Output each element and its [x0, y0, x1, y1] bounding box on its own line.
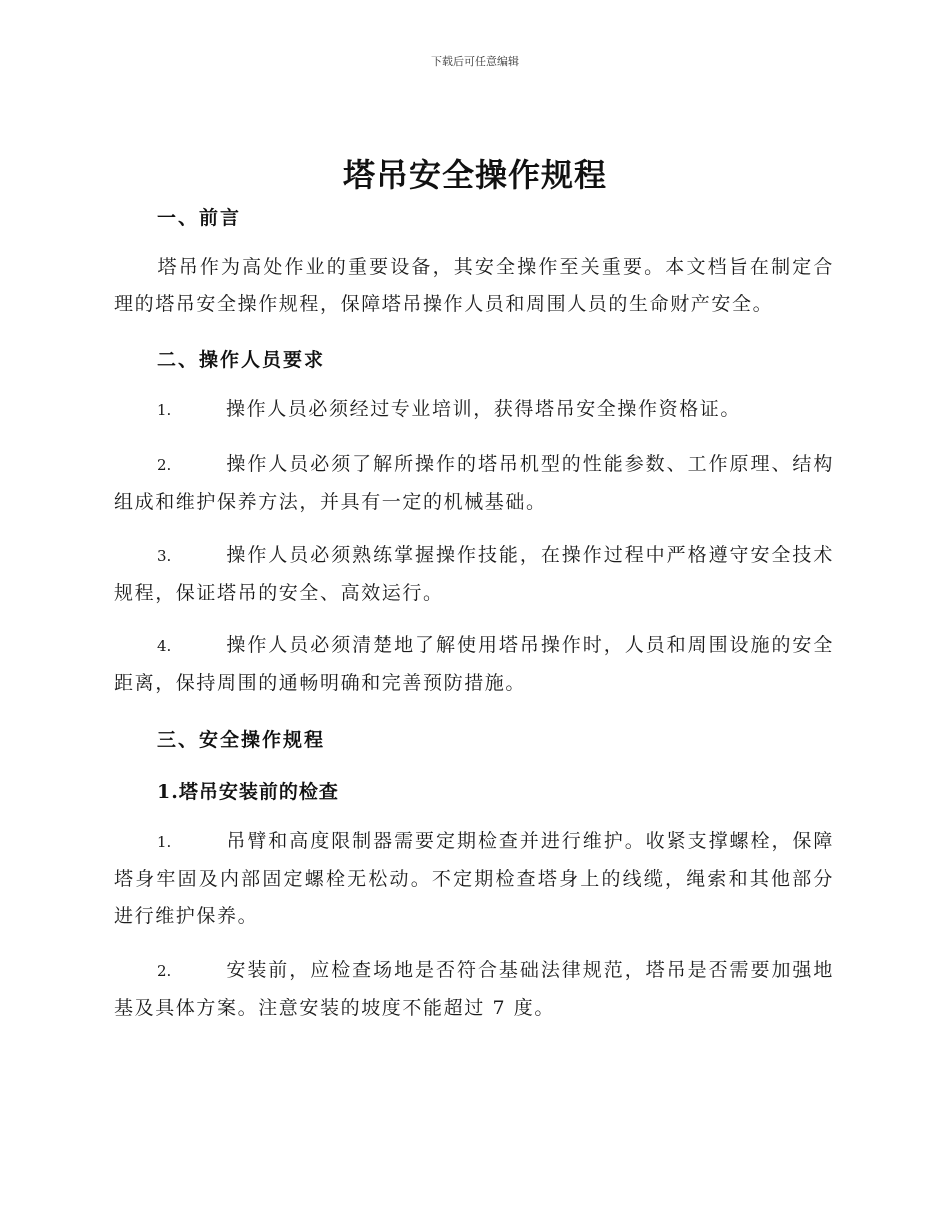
list-item — [114, 952, 834, 1027]
list-item-number: 1. — [157, 833, 172, 851]
list-item-number: 3. — [157, 547, 172, 565]
list-item-number: 1. — [157, 401, 172, 419]
section-heading-preface: 一、前言 — [157, 207, 242, 229]
list-item — [114, 537, 834, 612]
preface-text: 塔吊作为高处作业的重要设备，其安全操作至关重要。本文档旨在制定合理的塔吊安全操作规程，保障塔吊操作人员和周围人员的生命财产安全。 — [114, 256, 834, 315]
subsection-heading: 1.塔吊安装前的检查 — [157, 781, 339, 803]
header-note: 下载后可任意编辑 — [431, 55, 519, 68]
list-item-text: 操作人员必须了解所操作的塔吊机型的性能参数、工作原理、结构组成和维护保养方法，并具有一定的机械基础。 — [114, 453, 834, 513]
document-title: 塔吊安全操作规程 — [342, 156, 607, 194]
list-item — [114, 627, 834, 702]
preface-paragraph — [114, 249, 834, 323]
list-item-number: 2. — [157, 962, 172, 980]
list-item-number: 2. — [157, 456, 172, 474]
list-item-text: 吊臂和高度限制器需要定期检查并进行维护。收紧支撑螺栓，保障塔身牢固及内部固定螺栓无松动。不定期检查塔身上的线缆，绳索和其他部分进行维护保养。 — [114, 830, 834, 927]
list-item — [114, 446, 834, 521]
section-heading-operator-requirements: 二、操作人员要求 — [157, 349, 326, 371]
list-item-number: 4. — [157, 637, 172, 655]
list-item — [114, 823, 834, 935]
list-item-text: 操作人员必须熟练掌握操作技能，在操作过程中严格遵守安全技术规程，保证塔吊的安全、高效运行。 — [114, 544, 834, 604]
section-heading-safety-rules: 三、安全操作规程 — [157, 729, 326, 751]
list-item-text: 安装前，应检查场地是否符合基础法律规范，塔吊是否需要加强地基及具体方案。注意安装的坡度不能超过 7 度。 — [114, 959, 834, 1019]
list-item — [114, 391, 834, 429]
list-item-text: 操作人员必须经过专业培训，获得塔吊安全操作资格证。 — [226, 398, 742, 420]
list-item-text: 操作人员必须清楚地了解使用塔吊操作时，人员和周围设施的安全距离，保持周围的通畅明确和完善预防措施。 — [114, 634, 834, 694]
